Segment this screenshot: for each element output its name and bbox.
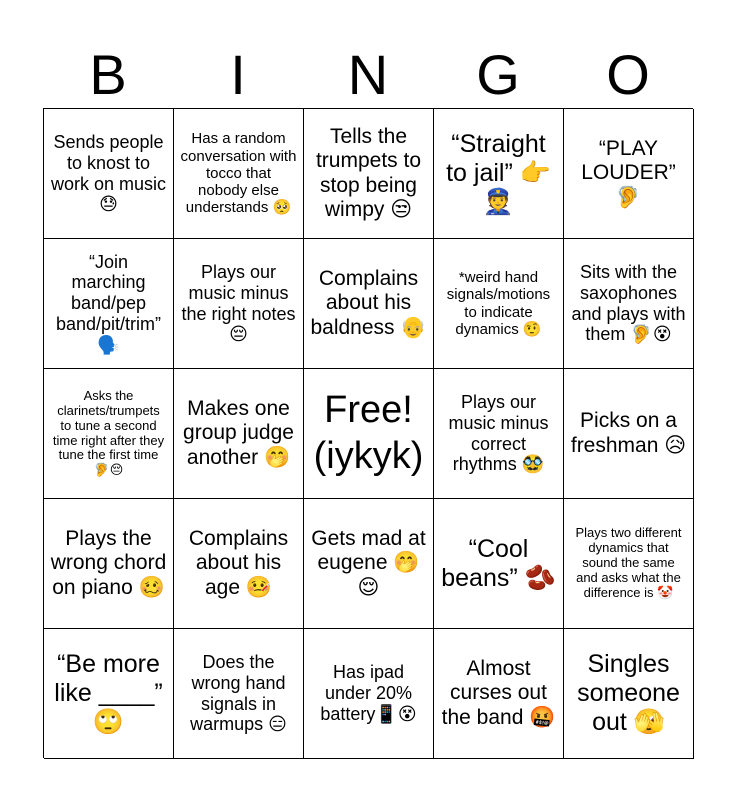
bingo-cell[interactable] <box>174 239 304 369</box>
bingo-cell[interactable] <box>564 499 694 629</box>
header-letter-g: G <box>476 43 520 106</box>
bingo-cell[interactable] <box>564 369 694 499</box>
cell-text: Complains about his age 🤒 <box>188 527 289 599</box>
cell-text: “Be more like ____” 🙄 <box>54 650 163 736</box>
free-space-cell[interactable] <box>304 369 434 499</box>
bingo-cell[interactable] <box>434 629 564 759</box>
bingo-cell[interactable] <box>44 369 174 499</box>
cell-text: Has ipad under 20% battery📱😵 <box>320 662 417 724</box>
cell-text: Has a random conversation with tocco that nobody else understands 🥺 <box>180 130 297 217</box>
cell-text: Almost curses out the band 🤬 <box>441 657 556 729</box>
bingo-cell[interactable] <box>44 109 174 239</box>
bingo-cell[interactable] <box>304 499 434 629</box>
cell-text: “Join marching band/pep band/pit/trim” 🗣️ <box>55 251 162 355</box>
bingo-cell[interactable] <box>304 239 434 369</box>
cell-text: *weird hand signals/motions to indicate dynamics 🤨 <box>446 269 551 338</box>
bingo-cell[interactable] <box>174 499 304 629</box>
bingo-cell[interactable] <box>304 109 434 239</box>
bingo-cell[interactable] <box>564 239 694 369</box>
cell-text: Makes one group judge another 🤭 <box>183 397 294 469</box>
bingo-cell[interactable] <box>434 239 564 369</box>
header-letter-n: N <box>347 43 389 106</box>
cell-text: Gets mad at eugene 🤭😌 <box>311 527 426 599</box>
cell-text: Plays our music minus the right notes 😔 <box>181 262 296 345</box>
bingo-cell[interactable] <box>174 369 304 499</box>
cell-text: “Cool beans” 🫘 <box>441 534 556 592</box>
cell-text: “PLAY LOUDER” 🦻 <box>581 137 676 209</box>
bingo-header <box>43 42 693 108</box>
bingo-cell[interactable] <box>44 629 174 759</box>
cell-text: Asks the clarinets/trumpets to tune a second time right after they tune the first time 🦻😔 <box>52 387 165 478</box>
bingo-board <box>43 108 693 758</box>
bingo-cell[interactable] <box>174 629 304 759</box>
cell-text: Plays the wrong chord on piano 🥴 <box>50 527 167 599</box>
header-letter-i: I <box>230 43 246 106</box>
cell-text: Tells the trumpets to stop being wimpy 😒 <box>315 125 422 221</box>
cell-text: Sends people to knost to work on music 😓 <box>50 132 167 215</box>
bingo-cell[interactable] <box>434 369 564 499</box>
bingo-cell[interactable] <box>304 629 434 759</box>
header-letter-o: O <box>606 43 650 106</box>
bingo-cell[interactable] <box>564 629 694 759</box>
bingo-cell[interactable] <box>44 239 174 369</box>
header-letter-b: B <box>89 43 127 106</box>
bingo-cell[interactable] <box>564 109 694 239</box>
cell-text: Plays our music minus correct rhythms 🥸 <box>448 392 549 475</box>
bingo-cell[interactable] <box>434 499 564 629</box>
cell-text: Does the wrong hand signals in warmups 😑 <box>190 652 287 735</box>
cell-text: Singles someone out 🫣 <box>577 650 680 736</box>
cell-text: Plays two different dynamics that sound the same and asks what the difference is 🤡 <box>575 525 682 600</box>
free-space-text: Free! (iykyk) <box>313 388 424 477</box>
bingo-cell[interactable] <box>44 499 174 629</box>
cell-text: Picks on a freshman 😥 <box>570 409 687 457</box>
cell-text: “Straight to jail” 👉👮 <box>446 130 551 216</box>
cell-text: Sits with the saxophones and plays with them 🦻😵 <box>571 262 686 345</box>
bingo-cell[interactable] <box>434 109 564 239</box>
cell-text: Complains about his baldness 👴 <box>310 267 427 339</box>
bingo-cell[interactable] <box>174 109 304 239</box>
